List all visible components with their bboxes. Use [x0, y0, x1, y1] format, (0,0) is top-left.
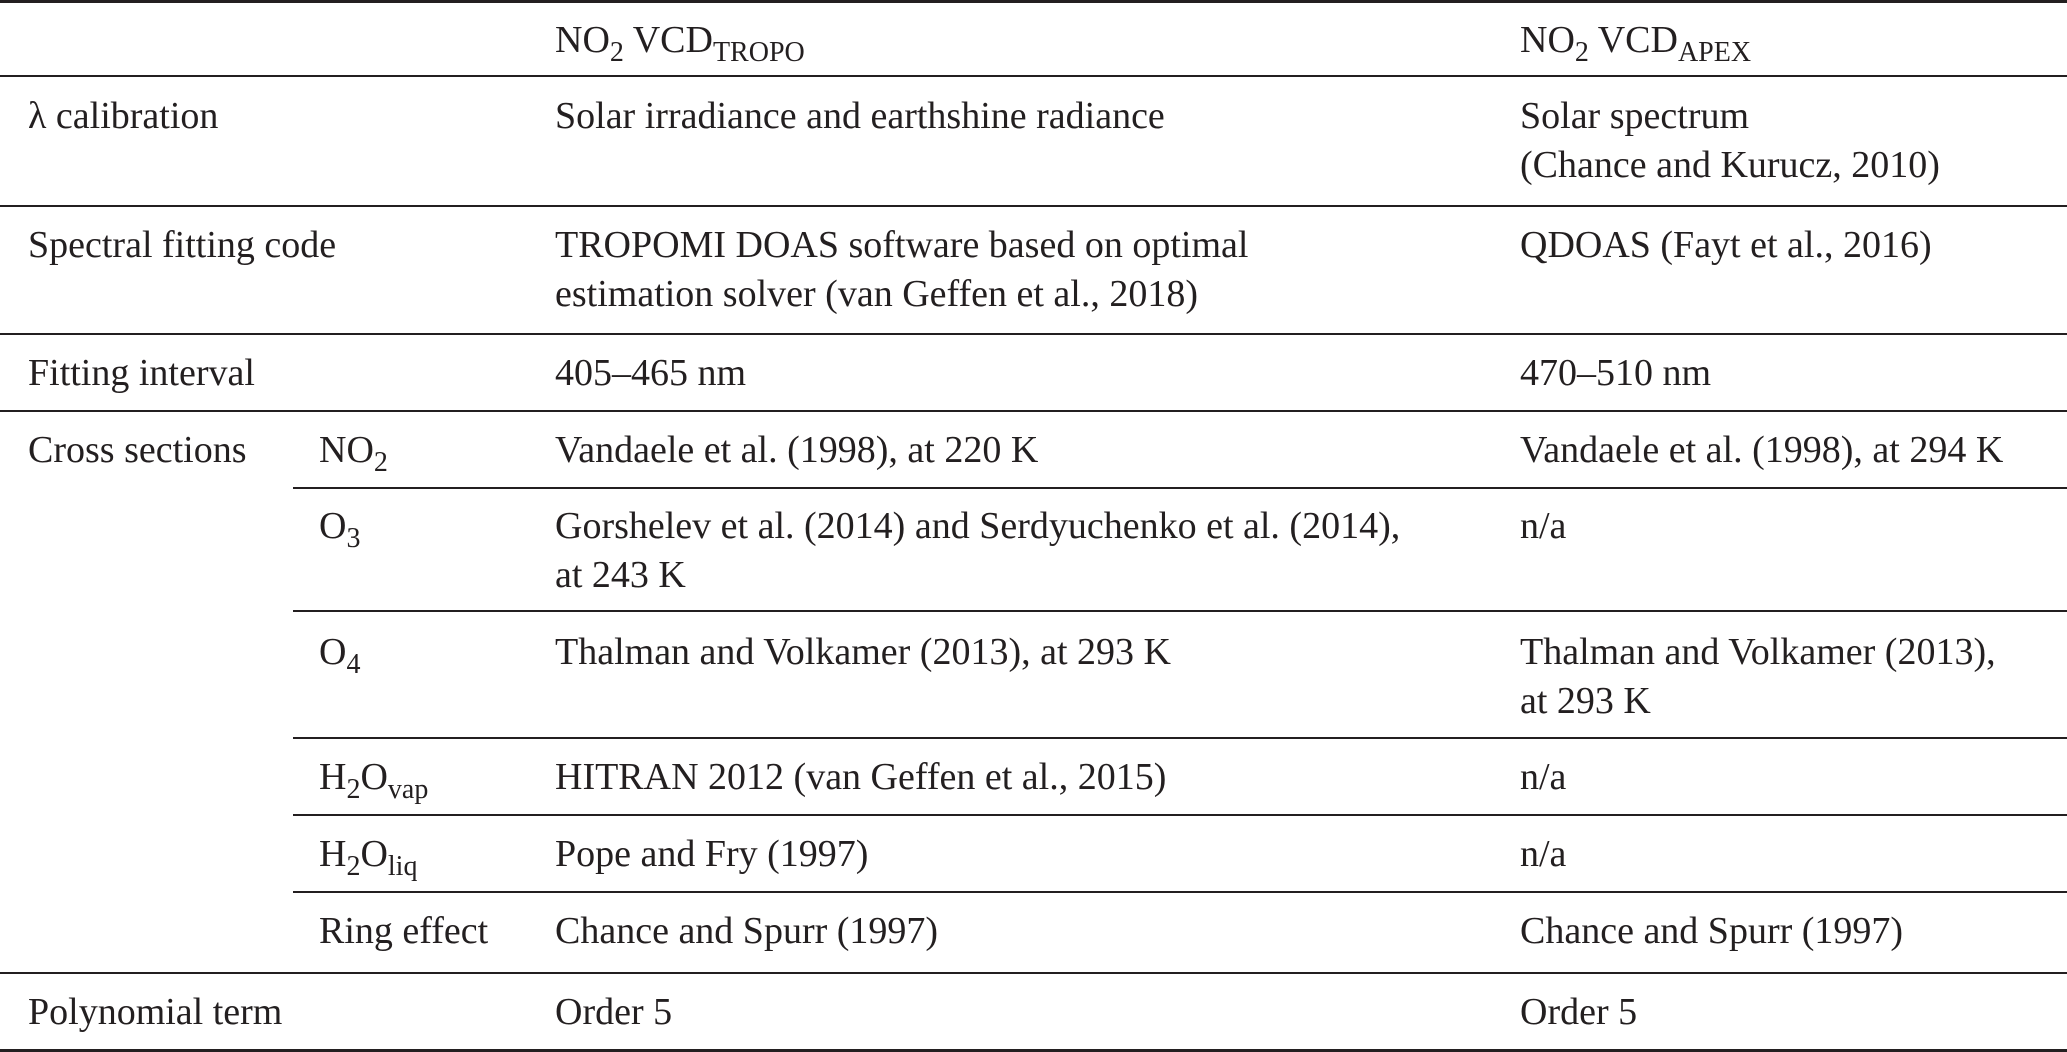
o4-apex-line2: at 293 K	[1520, 680, 1651, 722]
row-rule	[0, 333, 2067, 335]
polynomial-apex: Order 5	[1520, 991, 1638, 1033]
fitting-code-apex: QDOAS (Fayt et al., 2016)	[1520, 224, 1932, 266]
h2o-liq-apex: n/a	[1520, 833, 1567, 875]
row-label-fitting-interval: Fitting interval	[28, 352, 255, 394]
no2-tropo: Vandaele et al. (1998), at 220 K	[555, 429, 1039, 471]
ring-apex: Chance and Spurr (1997)	[1520, 910, 1904, 952]
species-o4: $O_4$	[319, 631, 361, 680]
row-label-spectral-fitting-code: Spectral fitting code	[28, 224, 337, 266]
species-o3: $O_3$	[319, 505, 361, 554]
o4-apex-line1: Thalman and Volkamer (2013),	[1520, 631, 1996, 673]
species-h2o-liq: $H_2O_{liq}$	[319, 833, 418, 882]
row-label-lambda-calibration: λ calibration	[28, 95, 219, 137]
o4-tropo: Thalman and Volkamer (2013), at 293 K	[555, 631, 1171, 673]
subrow-rule	[293, 737, 2067, 739]
subrow-rule	[293, 891, 2067, 893]
o3-tropo-line1: Gorshelev et al. (2014) and Serdyuchenko et al. (2014),	[555, 505, 1401, 547]
interval-tropo: 405–465 nm	[555, 352, 747, 394]
row-label-cross-sections: Cross sections	[28, 429, 247, 471]
fitting-code-tropo-line2: estimation solver (van Geffen et al., 2018)	[555, 273, 1198, 315]
lambda-tropo: Solar irradiance and earthshine radiance	[555, 95, 1165, 137]
polynomial-tropo: Order 5	[555, 991, 673, 1033]
o3-apex: n/a	[1520, 505, 1567, 547]
h2o-liq-tropo: Pope and Fry (1997)	[555, 833, 869, 875]
header-apex: $NO_2$ $VCD_{APEX}$	[1520, 19, 1752, 68]
row-rule	[0, 972, 2067, 974]
subrow-rule	[293, 610, 2067, 612]
species-no2: $NO_2$	[319, 429, 388, 478]
no2-apex: Vandaele et al. (1998), at 294 K	[1520, 429, 2004, 471]
h2o-vap-apex: n/a	[1520, 756, 1567, 798]
table-top-rule	[0, 0, 2067, 3]
o3-tropo-line2: at 243 K	[555, 554, 686, 596]
lambda-apex-line1: Solar spectrum	[1520, 95, 1750, 137]
species-ring-effect: Ring effect	[319, 910, 489, 952]
fitting-code-tropo-line1: TROPOMI DOAS software based on optimal	[555, 224, 1249, 266]
subrow-rule	[293, 814, 2067, 816]
row-rule	[0, 410, 2067, 412]
header-tropo: $NO_2$ $VCD_{TROPO}$	[555, 19, 805, 68]
row-rule	[0, 205, 2067, 207]
ring-tropo: Chance and Spurr (1997)	[555, 910, 939, 952]
h2o-vap-tropo: HITRAN 2012 (van Geffen et al., 2015)	[555, 756, 1167, 798]
row-label-polynomial-term: Polynomial term	[28, 991, 283, 1033]
lambda-apex-line2: (Chance and Kurucz, 2010)	[1520, 144, 1940, 186]
header-rule	[0, 75, 2067, 77]
subrow-rule	[293, 487, 2067, 489]
interval-apex: 470–510 nm	[1520, 352, 1712, 394]
species-h2o-vap: $H_2O_{vap}$	[319, 756, 429, 805]
